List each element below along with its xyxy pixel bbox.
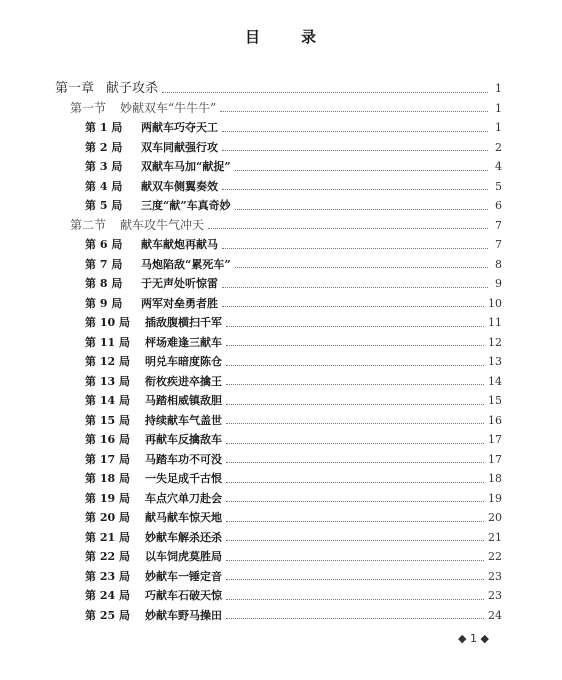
game-number: 第 8 局: [85, 277, 123, 290]
game-title: 一失足成千古恨: [145, 472, 222, 485]
dot-leader: [208, 227, 488, 229]
dot-leader: [226, 598, 484, 600]
dot-leader: [222, 188, 488, 190]
game-title: 再献车反擒敌车: [145, 433, 222, 446]
page-number: 22: [488, 550, 502, 563]
game-title: 两军对垒勇者胜: [141, 296, 218, 310]
game-title: 献车献炮再献马: [141, 238, 218, 251]
game-title: 双献车马加“献捉”: [141, 160, 231, 173]
page-number: 15: [488, 394, 502, 407]
section-number: 第二节: [70, 217, 107, 232]
game-title: 持续献车气盖世: [145, 413, 222, 427]
game-number: 第 11 局: [85, 335, 130, 349]
toc-item-row[interactable]: [85, 606, 502, 626]
dot-leader: [222, 247, 488, 249]
page-number: 20: [488, 511, 502, 524]
page-number: 13: [488, 355, 502, 368]
section-title: 妙献双车“牛牛牛”: [120, 100, 217, 115]
dot-leader: [226, 422, 484, 424]
page-number: 17: [488, 452, 502, 466]
game-number: 第 5 局: [85, 199, 123, 212]
game-number: 第 25 局: [85, 608, 130, 622]
toc-chapter-row[interactable]: [55, 79, 502, 99]
page-number: 7: [495, 238, 502, 251]
dot-leader: [222, 286, 488, 288]
page-number: 17: [488, 433, 502, 446]
dot-leader: [222, 305, 484, 307]
game-title: 插敌腹横扫千军: [145, 316, 222, 329]
toc-item-row[interactable]: [85, 157, 502, 177]
dot-leader: [226, 539, 484, 541]
toc-item-row[interactable]: [85, 313, 502, 333]
toc-item-row[interactable]: [85, 352, 502, 372]
toc-section-row[interactable]: [70, 216, 502, 236]
page-number: 16: [488, 413, 502, 427]
page-number: 8: [495, 257, 502, 271]
game-title: 于无声处听惊雷: [141, 277, 218, 290]
game-number: 第 4 局: [85, 179, 123, 193]
page-number: 14: [488, 374, 502, 388]
toc-item-row[interactable]: [85, 391, 502, 411]
game-title: 两献车巧夺天工: [141, 121, 218, 134]
toc-item-row[interactable]: [85, 235, 502, 255]
footer-page-number: ◆ 1 ◆: [458, 632, 489, 645]
toc-heading-char2: 录: [301, 28, 318, 46]
dot-leader: [226, 383, 484, 385]
page-number: 1: [495, 82, 502, 95]
dot-leader: [226, 325, 484, 327]
game-number: 第 17 局: [85, 452, 130, 466]
toc-item-row[interactable]: [85, 196, 502, 216]
game-title: 巧献车石破天惊: [145, 589, 222, 602]
toc-item-row[interactable]: [85, 177, 502, 197]
game-title: 以车饲虎莫胜局: [145, 550, 222, 563]
toc-item-row[interactable]: [85, 118, 502, 138]
dot-leader: [220, 110, 488, 112]
toc-item-row[interactable]: [85, 450, 502, 470]
toc-heading-char1: 目: [244, 28, 261, 46]
game-title: 妙献车野马操田: [145, 608, 222, 622]
page-number: 6: [495, 199, 502, 212]
game-number: 第 23 局: [85, 569, 130, 583]
dot-leader: [222, 130, 488, 132]
toc-item-row[interactable]: [85, 567, 502, 587]
game-title: 马炮陷敌“累死车”: [141, 257, 231, 271]
toc-item-row[interactable]: [85, 469, 502, 489]
toc-item-row[interactable]: [85, 274, 502, 294]
game-number: 第 14 局: [85, 394, 130, 407]
dot-leader: [162, 91, 488, 93]
page-number: 4: [495, 160, 502, 173]
dot-leader: [226, 403, 484, 405]
dot-leader: [226, 559, 484, 561]
page-number: 1: [495, 101, 502, 115]
game-title: 枰场难逢三献车: [145, 335, 222, 349]
dot-leader: [226, 442, 484, 444]
game-number: 第 9 局: [85, 296, 123, 310]
game-title: 三度“献”车真奇妙: [141, 199, 231, 212]
game-title: 马踏车功不可没: [145, 452, 222, 466]
toc-item-row[interactable]: [85, 547, 502, 567]
page-number: 9: [495, 277, 502, 290]
toc-item-row[interactable]: [85, 508, 502, 528]
game-title: 献双车侧翼奏效: [141, 179, 218, 193]
dot-leader: [226, 344, 484, 346]
game-title: 马踏相威镇敌胆: [145, 394, 222, 407]
game-number: 第 20 局: [85, 511, 130, 524]
game-number: 第 1 局: [85, 121, 123, 134]
game-number: 第 13 局: [85, 374, 130, 388]
game-number: 第 16 局: [85, 433, 130, 446]
toc-item-row[interactable]: [85, 255, 502, 275]
page-number: 19: [488, 491, 502, 505]
page-number: 11: [488, 316, 502, 329]
dot-leader: [226, 461, 484, 463]
page-number: 5: [495, 179, 502, 193]
toc-item-row[interactable]: [85, 294, 502, 314]
toc-item-row[interactable]: [85, 333, 502, 353]
game-title: 献马献车惊天地: [145, 511, 222, 524]
game-number: 第 21 局: [85, 530, 130, 544]
dot-leader: [235, 169, 488, 171]
page-number: 12: [488, 335, 502, 349]
page-number: 1: [495, 121, 502, 134]
game-title: 车点穴单刀赴会: [145, 491, 222, 505]
toc-item-row[interactable]: [85, 372, 502, 392]
dot-leader: [226, 617, 484, 619]
toc-item-row[interactable]: [85, 411, 502, 431]
game-title: 双车同献强行攻: [141, 140, 218, 154]
page-number: 10: [488, 296, 502, 310]
toc-section-row[interactable]: [70, 99, 502, 119]
game-title: 衔枚疾进卒擒王: [145, 374, 222, 388]
section-number: 第一节: [70, 100, 107, 115]
chapter-number: 第一章: [55, 81, 95, 96]
page-number: 21: [488, 530, 502, 544]
game-number: 第 19 局: [85, 491, 130, 505]
game-number: 第 12 局: [85, 355, 130, 368]
dot-leader: [235, 266, 488, 268]
toc-item-row[interactable]: [85, 528, 502, 548]
page-number: 23: [488, 569, 502, 583]
dot-leader: [226, 500, 484, 502]
game-number: 第 22 局: [85, 550, 130, 563]
page-number: 18: [488, 472, 502, 485]
game-title: 妙献车解杀还杀: [145, 530, 222, 544]
game-number: 第 6 局: [85, 238, 123, 251]
section-title: 献车攻牛气冲天: [120, 217, 205, 232]
game-number: 第 24 局: [85, 589, 130, 602]
game-number: 第 3 局: [85, 160, 123, 173]
dot-leader: [226, 364, 484, 366]
dot-leader: [226, 578, 484, 580]
toc-item-row[interactable]: [85, 586, 502, 606]
toc-item-row[interactable]: [85, 489, 502, 509]
game-number: 第 18 局: [85, 472, 130, 485]
page-number: 24: [488, 608, 502, 622]
game-number: 第 15 局: [85, 413, 130, 427]
dot-leader: [235, 208, 488, 210]
chapter-title: 献子攻杀: [106, 81, 159, 96]
page-number: 2: [495, 140, 502, 154]
game-number: 第 7 局: [85, 257, 123, 271]
page-number: 7: [495, 218, 502, 232]
dot-leader: [226, 520, 484, 522]
toc-item-row[interactable]: [85, 138, 502, 158]
toc-item-row[interactable]: [85, 430, 502, 450]
page-number: 23: [488, 589, 502, 602]
game-title: 妙献车一锤定音: [145, 569, 222, 583]
dot-leader: [226, 481, 484, 483]
dot-leader: [222, 149, 488, 151]
toc-heading: [0, 26, 562, 47]
game-number: 第 10 局: [85, 316, 130, 329]
game-title: 明兑车暗度陈仓: [145, 355, 222, 368]
game-number: 第 2 局: [85, 140, 123, 154]
